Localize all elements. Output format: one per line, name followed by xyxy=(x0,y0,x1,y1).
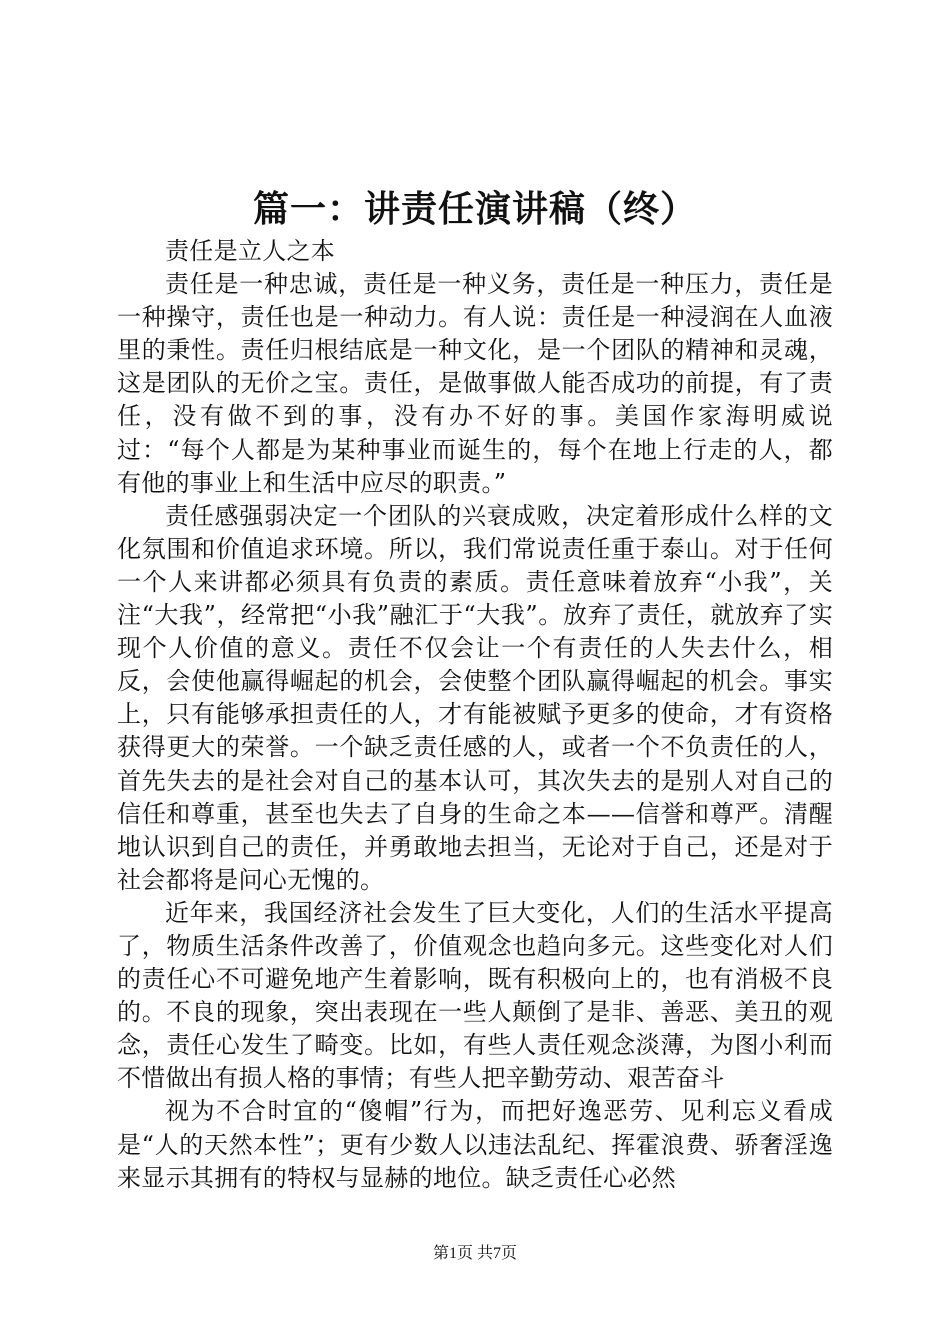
paragraph: 视为不合时宜的“傻帽”行为，而把好逸恶劳、见利忘义看成是“人的天然本性”；更有少数人以违法乱纪、挥霍浪费、骄奢淫逸来显示其拥有的特权与显赫的地位。缺乏责任心必然 xyxy=(117,1097,833,1192)
document-title: 篇一：讲责任演讲稿（终） xyxy=(252,188,697,230)
document-body xyxy=(117,235,833,1195)
page-number-footer: 第1页 共7页 xyxy=(432,1245,517,1262)
paragraph-heading: 责任是立人之本 xyxy=(165,237,336,265)
paragraph: 责任感强弱决定一个团队的兴衰成败，决定着形成什么样的文化氛围和价值追求环境。所以，我们常说责任重于泰山。对于任何一个人来讲都必须具有负责的素质。责任意味着放弃“小我”，关注“大我”，经常把“小我”融汇于“大我”。放弃了责任，就放弃了实现个人价值的意义。责任不仅会让一个有责任的人失去什么，相反，会使他赢得崛起的机会，会使整个团队赢得崛起的机会。事实上，只有能够承担责任的人，才有能被赋予更多的使命，才有资格获得更大的荣誉。一个缺乏责任感的人，或者一个不负责任的人，首先失去的是社会对自己的基本认可，其次失去的是别人对自己的信任和尊重，甚至也失去了自身的生命之本——信誉和尊严。清醒地认识到自己的责任，并勇敢地去担当，无论对于自己，还是对于社会都将是问心无愧的。 xyxy=(117,501,833,894)
paragraph: 责任是一种忠诚，责任是一种义务，责任是一种压力，责任是一种操守，责任也是一种动力。有人说：责任是一种浸润在人血液里的秉性。责任归根结底是一种文化，是一个团队的精神和灵魂，这是团队的无价之宝。责任，是做事做人能否成功的前提，有了责任，没有做不到的事，没有办不好的事。美国作家海明威说过：“每个人都是为某种事业而诞生的，每个在地上行走的人，都有他的事业上和生活中应尽的职责。” xyxy=(117,270,833,497)
paragraph: 近年来，我国经济社会发生了巨大变化，人们的生活水平提高了，物质生活条件改善了，价值观念也趋向多元。这些变化对人们的责任心不可避免地产生着影响，既有积极向上的，也有消极不良的。不良的现象，突出表现在一些人颠倒了是非、善恶、美丑的观念，责任心发生了畸变。比如，有些人责任观念淡薄，为图小利而不惜做出有损人格的事情；有些人把辛勤劳动、艰苦奋斗 xyxy=(117,898,833,1093)
